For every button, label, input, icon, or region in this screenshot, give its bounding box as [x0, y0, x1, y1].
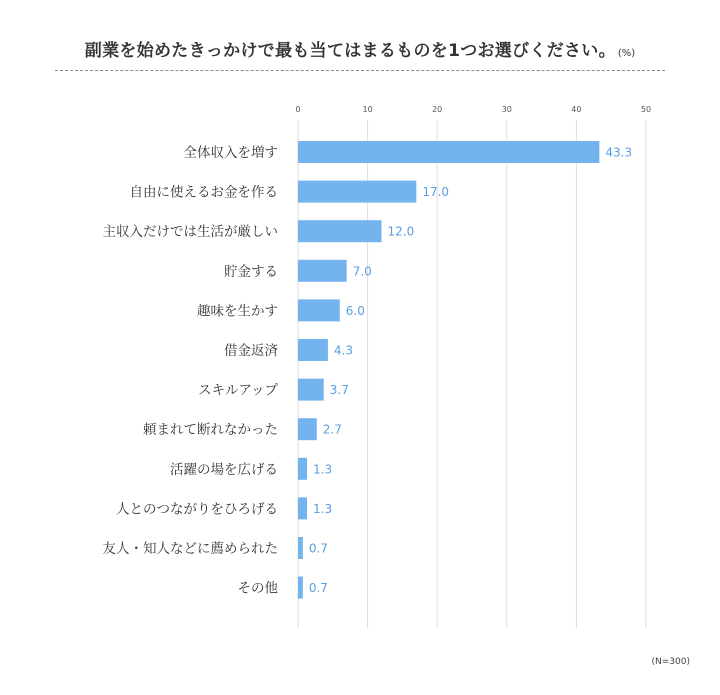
- bar: [298, 379, 324, 401]
- category-label: 人とのつながりをひろげる: [116, 501, 278, 518]
- category-label: 頼まれて断れなかった: [143, 422, 278, 439]
- bar: [298, 141, 599, 163]
- data-label: 1.3: [313, 501, 333, 516]
- category-label: 友人・知人などに薦められた: [102, 541, 278, 557]
- category-label: 貯金する: [224, 263, 278, 280]
- data-label: 17.0: [422, 185, 450, 200]
- category-label: 主収入だけでは生活が厳しい: [102, 224, 278, 241]
- bar: [298, 260, 347, 282]
- x-tick-label: 10: [362, 105, 373, 114]
- data-label: 12.0: [387, 224, 415, 239]
- bar: [298, 577, 303, 599]
- data-label: 43.3: [605, 145, 633, 160]
- data-label: 3.7: [329, 383, 349, 398]
- data-label: 2.7: [322, 422, 342, 437]
- category-label: 趣味を生かす: [197, 303, 278, 320]
- bar: [298, 537, 303, 559]
- sample-size-note: (N=300): [651, 657, 690, 667]
- bar: [298, 458, 307, 480]
- data-label: 6.0: [345, 303, 365, 318]
- x-tick-label: 40: [571, 105, 582, 114]
- bar: [298, 181, 416, 203]
- bar: [298, 339, 328, 361]
- data-label: 0.7: [308, 581, 328, 596]
- data-label: 0.7: [308, 541, 328, 556]
- category-label: 自由に使えるお金を作る: [129, 184, 278, 201]
- bar: [298, 418, 317, 440]
- category-label: その他: [237, 580, 278, 597]
- bar: [298, 220, 382, 242]
- category-label: 活躍の場を広げる: [170, 461, 278, 478]
- x-tick-label: 30: [501, 105, 512, 114]
- category-label: 全体収入を増す: [183, 145, 278, 161]
- chart-unit: (%): [617, 48, 636, 59]
- x-tick-label: 0: [295, 105, 301, 114]
- category-label: スキルアップ: [198, 382, 278, 399]
- chart-title: 副業を始めたきっかけで最も当てはまるものを1つお選びください。: [84, 41, 616, 61]
- x-tick-label: 50: [640, 105, 652, 114]
- data-label: 7.0: [352, 264, 372, 279]
- bar: [298, 299, 340, 321]
- x-tick-label: 20: [432, 105, 443, 114]
- bar: [298, 497, 307, 519]
- data-label: 4.3: [333, 343, 354, 358]
- category-label: 借金返済: [224, 343, 278, 359]
- data-label: 1.3: [313, 462, 333, 477]
